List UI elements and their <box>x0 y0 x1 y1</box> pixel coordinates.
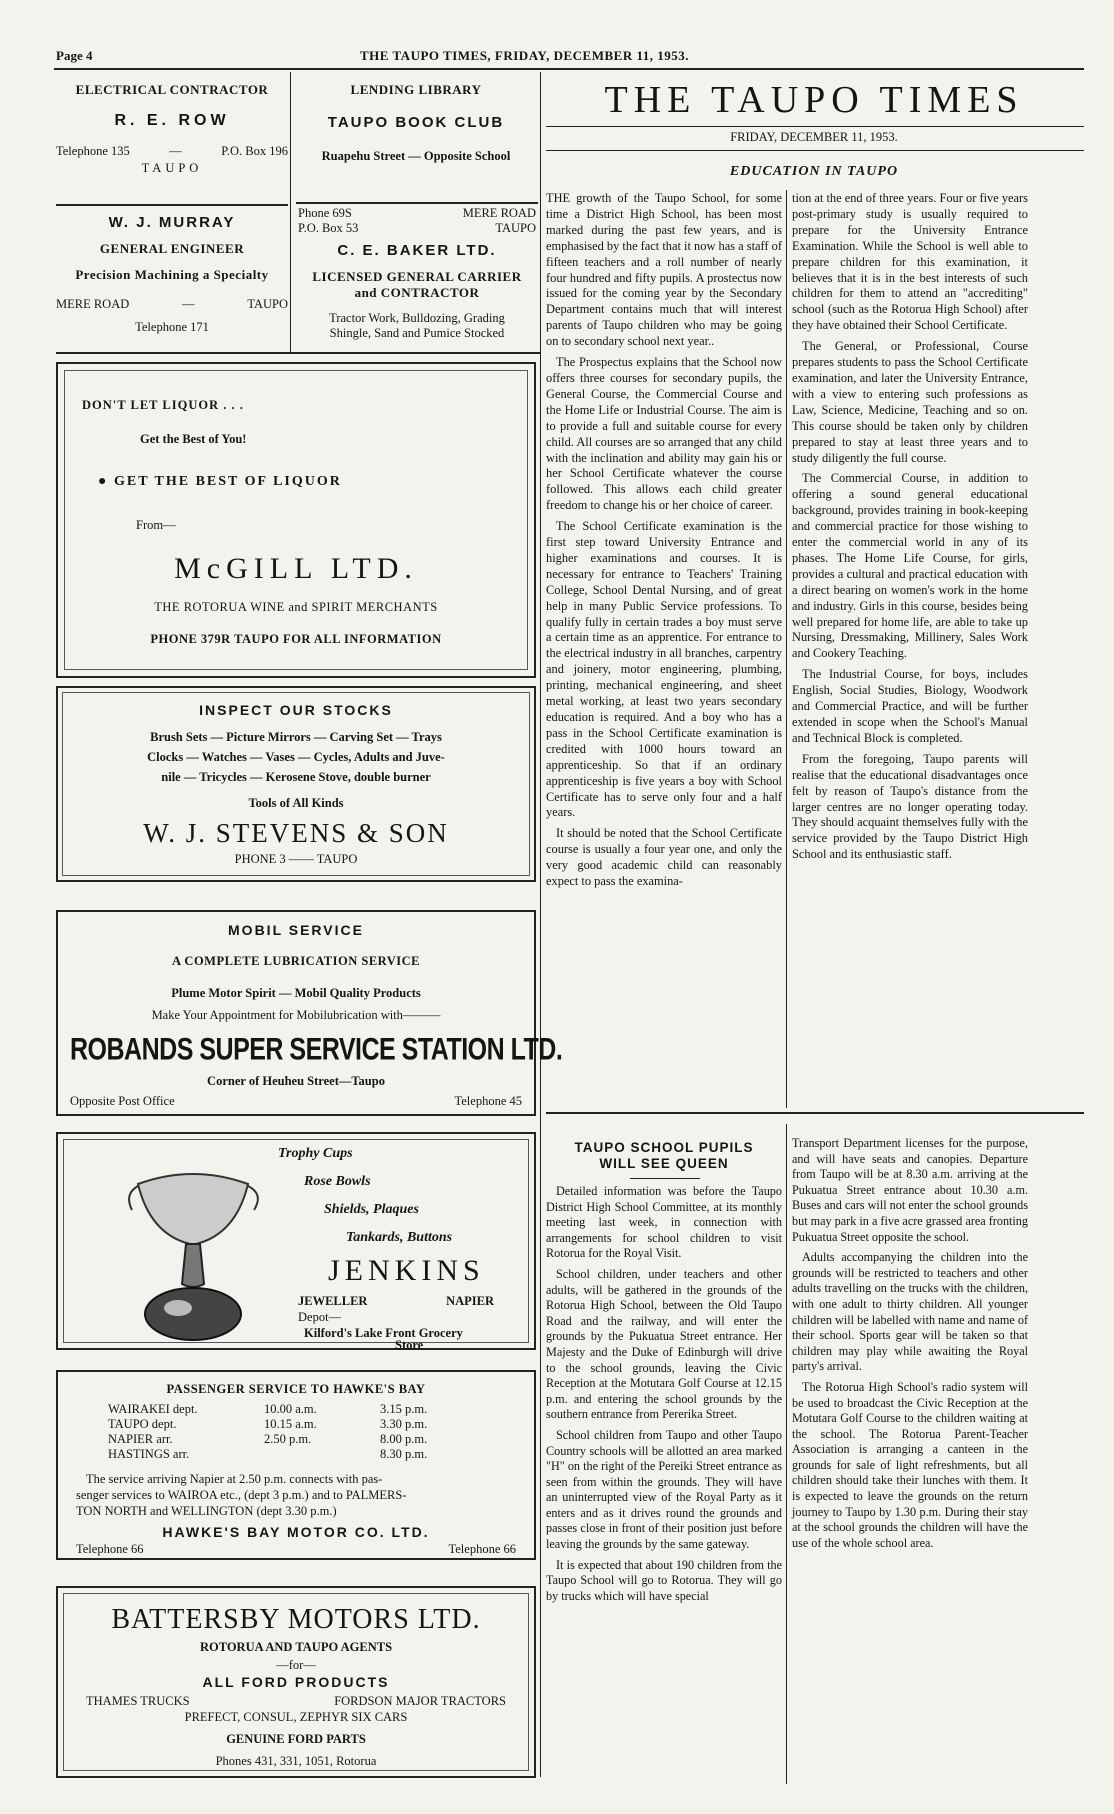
editorial-col-1 <box>546 191 782 895</box>
paragraph: The School Certificate examination is the first step toward University Entrance and higher examinations and courses. It is necessary for entrance to Teachers' Training College, School Dental Nursing, and of great help in many Public Service professions. To qualify fully in certain trades a boy must serve a certain time as an apprentice. For entrance to the electrical industry in all branches, carpentry and joinery, motor engineering, plumbing, printing, mechanical engineering, and sheet metal working, at least two years secondary education is required. And a boy who has a pass in the School Certificate examination is credited with 1000 hours toward an apprenticeship. So that if an ordinary apprenticeship is five years a boy with School Certificate has to serve only four and a half years. <box>546 519 782 820</box>
article-column-divider <box>786 1124 787 1784</box>
masthead-rule <box>546 126 1084 127</box>
ad-line-3: nile — Tricycles — Kerosene Stove, double burner <box>161 770 431 784</box>
article-heading-2: WILL SEE QUEEN <box>599 1156 729 1171</box>
ad-item-4: Tankards, Buttons <box>346 1230 453 1245</box>
editorial-column-divider <box>786 190 787 1108</box>
ad-agents: ROTORUA AND TAUPO AGENTS <box>199 1640 393 1654</box>
ad-note-1: The service arriving Napier at 2.50 p.m. connects with pas- <box>86 1472 383 1486</box>
ad-phone: PHONE 379R TAUPO FOR ALL INFORMATION <box>150 632 442 646</box>
ad-note-2: senger services to WAIROA etc., (dept 3 p.m.) and to PALMERS- <box>76 1488 407 1502</box>
ad-products: ALL FORD PRODUCTS <box>202 1674 390 1690</box>
ad-heading: INSPECT OUR STOCKS <box>199 702 393 718</box>
paragraph: tion at the end of three years. Four or five years post-primary study is usually required to prepare for the University Entrance Examination. While the School is well able to prepare children for this examination, it believes that it is in the best interests of such children for them to attend an "accrediting" school (such as the Rotorua High School) after they have obtained their School Certificate. <box>792 191 1028 333</box>
ad-town: TAUPO <box>495 221 536 235</box>
ad-name: HAWKE'S BAY MOTOR CO. LTD. <box>162 1524 430 1540</box>
schedule-row: WAIRAKEI dept. 10.00 a.m. 3.15 p.m. <box>108 1402 428 1416</box>
ad-hawkes-bay <box>56 1370 536 1560</box>
ad-role: JEWELLER <box>298 1294 368 1308</box>
ad-specialty: Precision Machining a Specialty <box>75 267 269 282</box>
paragraph: Transport Department licenses for the purpose, and will have seats and canopies. Departure from Taupo will be at 8.30 a.m. arriving at the Pukuatua Street entrance about 10.30 a.m. Buses and cars will not enter the school grounds but may park in a five acre grassed area fronting Pukuatua Street opposite the school. <box>792 1136 1028 1244</box>
ad-line-2: Get the Best of You! <box>140 432 247 446</box>
editorial-heading: EDUCATION IN TAUPO <box>729 164 899 179</box>
column-divider <box>290 72 291 354</box>
ad-line-3: Make Your Appointment for Mobilubrication with——— <box>151 1008 441 1022</box>
ad-separator <box>56 204 288 206</box>
ad-mobil <box>56 910 563 1116</box>
ad-box: P.O. Box 196 <box>221 144 288 158</box>
ad-name: ROBANDS SUPER SERVICE STATION LTD. <box>70 1032 563 1067</box>
paragraph: THE growth of the Taupo School, for some time a District High School, has been most marked during the past few years, and is emphasised by the fact that it now has a staff of fifteen teachers and a roll number of nearly four hundred and fifty pupils. A prostectus now issued for the coming year by the Secondary Department contains much that will interest parents of Taupo children who may be going on to secondary school next year.. <box>546 191 782 349</box>
ad-name: W. J. STEVENS & SON <box>143 818 449 848</box>
masthead-title: THE TAUPO TIMES <box>604 79 1024 121</box>
ad-heading: ELECTRICAL CONTRACTOR <box>75 82 269 97</box>
ad-name: McGILL LTD. <box>174 552 418 585</box>
ad-line-3-text: GET THE BEST OF LIQUOR <box>113 474 342 489</box>
editorial-bottom-rule <box>546 1112 1084 1114</box>
ad-sub: THE ROTORUA WINE and SPIRIT MERCHANTS <box>154 600 438 614</box>
editorial-col-2 <box>792 191 1028 868</box>
ad-road: MERE ROAD <box>462 206 536 220</box>
trophy-cup-image <box>118 1164 268 1344</box>
page-header-title: THE TAUPO TIMES, FRIDAY, DECEMBER 11, 1953. <box>360 48 689 63</box>
ad-line-2: Plume Motor Spirit — Mobil Quality Products <box>171 986 421 1000</box>
ad-depot-2: Kilford's Lake Front Grocery <box>304 1326 463 1340</box>
article-heading-rule <box>630 1178 700 1179</box>
ad-phone: Telephone 135 <box>56 144 130 158</box>
ad-name: C. E. BAKER LTD. <box>337 242 497 259</box>
ad-role-2: and CONTRACTOR <box>354 285 480 300</box>
ad-phone-right: Telephone 66 <box>448 1542 516 1556</box>
ad-heading: PASSENGER SERVICE TO HAWKE'S BAY <box>166 1382 426 1396</box>
ad-role: LICENSED GENERAL CARRIER <box>312 269 522 284</box>
ad-address: Ruapehu Street — Opposite School <box>321 149 511 163</box>
ad-name: R. E. ROW <box>114 112 230 129</box>
ad-phone: Telephone 45 <box>454 1094 522 1108</box>
schedule-row: HASTINGS arr. 8.30 p.m. <box>108 1447 428 1461</box>
paragraph: The General, or Professional, Course prepares students to pass the School Certificate examination, and later the University Entrance, with a view to entering such professions as Law, Science, Medicine, Teaching and so on. This course should be taken only by children prepared to stay at least three years and to study diligently the full course. <box>792 339 1028 465</box>
ad-address-row: MERE ROAD — TAUPO <box>56 297 288 311</box>
ad-services: Tractor Work, Bulldozing, Grading <box>329 311 505 325</box>
ad-role: GENERAL ENGINEER <box>99 241 245 256</box>
ad-line-4: Tools of All Kinds <box>248 796 344 810</box>
ad-bottom-rule <box>56 352 540 354</box>
ad-name: BATTERSBY MOTORS LTD. <box>111 1604 481 1635</box>
ad-right: FORDSON MAJOR TRACTORS <box>334 1694 506 1708</box>
ad-item-2: Rose Bowls <box>304 1174 371 1189</box>
paragraph: The Prospectus explains that the School now offers three courses for secondary pupils, the General Course, the Commercial Course and the Home Life or Industrial Course. The aim is to provide a full and suitable course for every child. All courses are so arranged that any child with the inclination and ability may gain his or her School Certificate whatever the course followed. This allows each child greater freedom to change his or her choice of career. <box>546 355 782 513</box>
ad-line-1: DON'T LET LIQUOR . . . <box>82 398 244 412</box>
paragraph: The Commercial Course, in addition to offering a sound general educational background, provides training in book-keeping and commercial practice for those wishing to enter the commercial world in any of its phases. The Home Life Course, for girls, provides a cultural and practical education with a direct bearing on women's work in the home and industry. Girls in this course, besides being well prepared for home life, are able to take up Nursing, Dressmaking, Millinery, Sales Work and Cookery Teaching. <box>792 471 1028 661</box>
paragraph: The Industrial Course, for boys, includes English, Social Studies, Biology, Woodwork and Commercial Practice, and will be further extended in scope when the School's Manual and Technical Block is completed. <box>792 667 1028 745</box>
article-heading-1: TAUPO SCHOOL PUPILS <box>574 1140 754 1155</box>
ad-name: JENKINS <box>328 1254 485 1287</box>
ad-jenkins <box>56 1132 536 1350</box>
ad-opposite: Opposite Post Office <box>70 1094 175 1108</box>
ad-box: P.O. Box 53 <box>298 221 359 235</box>
ad-line-2: Clocks — Watches — Vases — Cycles, Adults and Juve- <box>147 750 445 764</box>
ad-name: TAUPO BOOK CLUB <box>327 114 505 131</box>
ad-heading: MOBIL SERVICE <box>228 922 364 938</box>
ad-item-3: Shields, Plaques <box>324 1202 419 1217</box>
paragraph: The Rotorua High School's radio system will be used to broadcast the Civic Reception at the Motutara Golf Course to the children waiting at the school. The Rotorua Parent-Teacher Association is arranging a canteen in the grounds for sale of light refreshments, but all children should take their lunches with them. It is expected to leave the grounds on the return journey to Taupo by 1.30 p.m. During their stay at the school grounds the children will have the use of the whole school area. <box>792 1379 1028 1550</box>
ad-library <box>296 82 536 164</box>
ad-line-4: From— <box>136 518 176 532</box>
paragraph: From the foregoing, Taupo parents will realise that the educational disadvantages once felt by reason of Taupo's distance from the larger centres are no longer operating today. They should acquaint themselves fully with the service provided by the Taupo District High School and its enthusiastic staff. <box>792 751 1028 862</box>
masthead-date: FRIDAY, DECEMBER 11, 1953. <box>730 130 898 144</box>
ad-contact: Telephone 135 — P.O. Box 196 <box>56 144 288 158</box>
ad-address: MERE ROAD <box>56 297 130 311</box>
ad-services-2: Shingle, Sand and Pumice Stocked <box>329 326 505 340</box>
ad-item-1: Trophy Cups <box>278 1146 353 1161</box>
ad-phone: Phone 69S <box>298 206 352 220</box>
schedule-row: TAUPO dept. 10.15 a.m. 3.30 p.m. <box>108 1417 428 1431</box>
ad-battersby <box>56 1586 536 1778</box>
ad-depot: Depot— <box>298 1310 342 1324</box>
ad-line-1: A COMPLETE LUBRICATION SERVICE <box>171 954 421 968</box>
ad-mcgill <box>56 362 536 678</box>
ad-town: TAUPO <box>247 297 288 311</box>
ad-phone-left: Telephone 66 <box>76 1542 144 1556</box>
paragraph: School children, under teachers and other adults, will be gathered in the grounds of the Rotorua High School, between the Old Taupo Road and the railway, and will enter the grounds by the Pukuatua Street entrance. Her Majesty and the Duke of Edinburgh will drive to the school grounds, leaving the Civic Reception at the Motutara Golf Course at 12.15 p.m. and entering the school grounds by the southern entrance from Pererika Street. <box>546 1266 782 1422</box>
ad-line-3: ● GET THE BEST OF LIQUOR <box>98 474 342 489</box>
ad-line-1: Brush Sets — Picture Mirrors — Carving Set — Trays <box>150 730 442 744</box>
paragraph: Detailed information was before the Taupo District High School Committee, at its monthly meeting last week, in connection with arrangements for school children to visit Rotorua for the Royal Visit. <box>546 1184 782 1261</box>
ad-murray <box>56 214 288 335</box>
header-rule <box>54 68 1084 70</box>
article-col-2 <box>792 1136 1028 1556</box>
ad-phone: PHONE 3 —— TAUPO <box>234 852 358 866</box>
article-heading <box>546 1140 782 1172</box>
ad-name: W. J. MURRAY <box>108 214 236 231</box>
paragraph: Adults accompanying the children into the grounds will be restricted to teachers and other adults travelling on the trucks with the children, with one adult to thirty children. All younger children will be labelled with name and name of their school. Sports gear will be taken so that children may play while awaiting the Royal party's arrival. <box>792 1250 1028 1374</box>
paragraph: It is expected that about 190 children from the Taupo School will go to Rotorua. They will go by trucks which will have special <box>546 1557 782 1603</box>
article-col-1 <box>546 1184 782 1609</box>
page-number: Page 4 <box>56 48 93 63</box>
ad-note-3: TON NORTH and WELLINGTON (dept 3.30 p.m.) <box>76 1504 337 1518</box>
ad-baker <box>298 206 536 341</box>
ad-phone: Telephone 171 <box>135 320 209 334</box>
ad-separator <box>296 202 538 204</box>
paragraph: It should be noted that the School Certificate course is usually a four year one, and only the very good academic child can reasonably expect to pass the examina- <box>546 826 782 889</box>
paragraph: School children from Taupo and other Taupo Country schools will be allotted an area marked "H" on the right of the Pereiki Street entrance as seen from within the grounds. They will have an uninterrupted view of the Royal Party as it enters and as it drives round the grounds and passes close in front of their position just before leaving the grounds by the same gateway. <box>546 1427 782 1552</box>
ad-rowe <box>56 82 288 176</box>
ad-town: TAUPO <box>141 161 203 175</box>
ad-cars: PREFECT, CONSUL, ZEPHYR SIX CARS <box>184 1710 408 1724</box>
ad-depot-3: Store <box>395 1338 424 1352</box>
ad-stevens <box>56 686 536 882</box>
ad-parts: GENUINE FORD PARTS <box>226 1732 366 1746</box>
ad-left: THAMES TRUCKS <box>86 1694 190 1708</box>
ad-phones: Phones 431, 331, 1051, Rotorua <box>215 1754 377 1768</box>
masthead-rule-2 <box>546 150 1084 151</box>
ad-town: NAPIER <box>446 1294 494 1308</box>
column-divider-main <box>540 72 541 1777</box>
ad-heading: LENDING LIBRARY <box>350 82 482 97</box>
schedule-table <box>108 1402 433 1462</box>
ad-for: —for— <box>276 1658 316 1672</box>
schedule-row: NAPIER arr. 2.50 p.m. 8.00 p.m. <box>108 1432 428 1446</box>
ad-corner: Corner of Heuheu Street—Taupo <box>207 1074 385 1088</box>
